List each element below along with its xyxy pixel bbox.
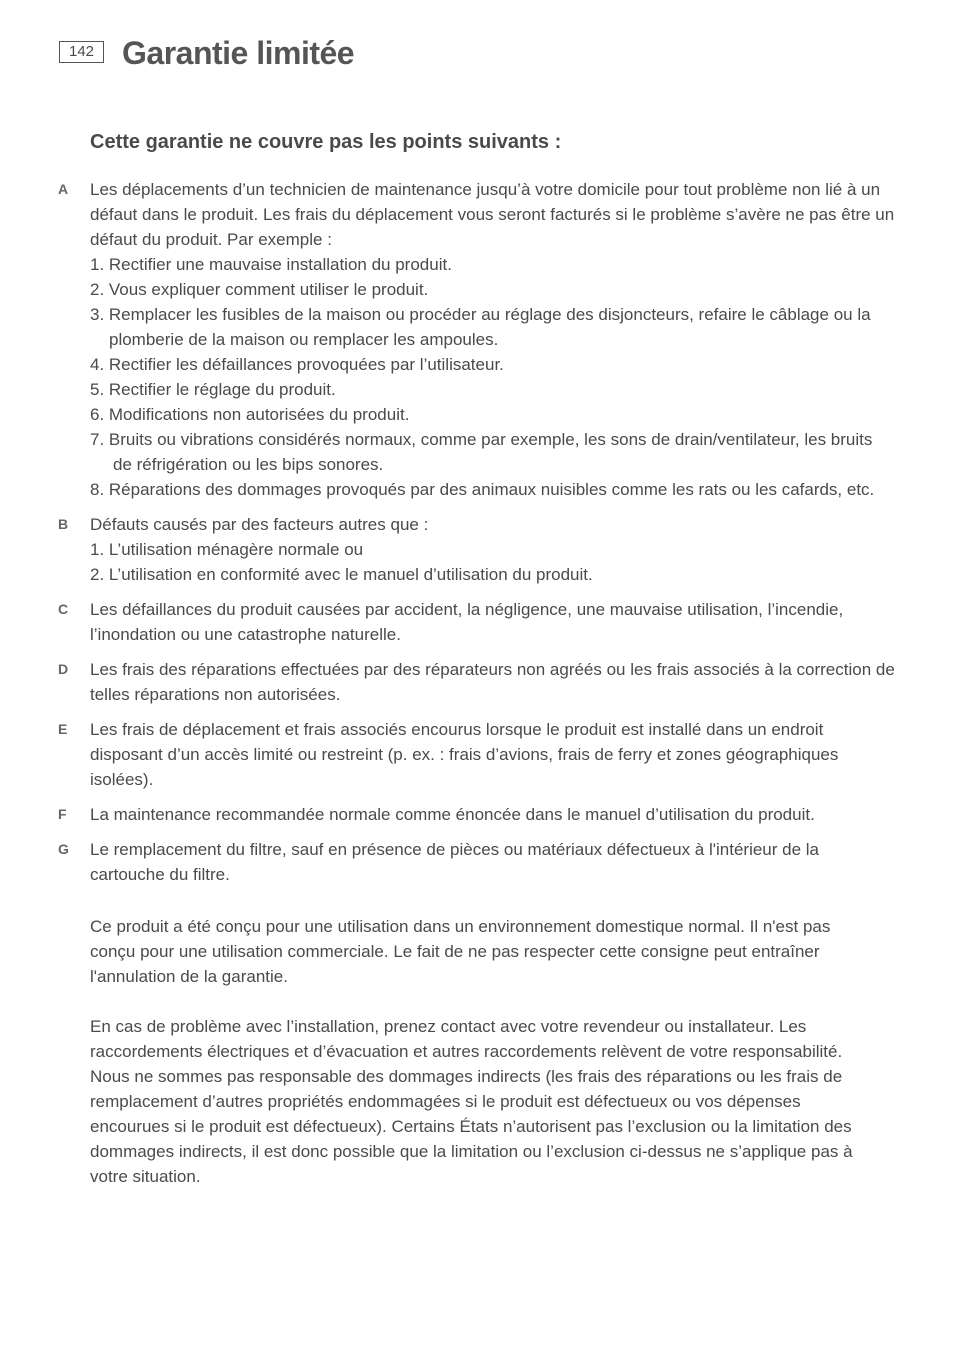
list-item: 5. Rectifier le réglage du produit. <box>90 380 336 399</box>
item-text: Les défaillances du produit causées par accident, la négligence, une mauvaise utilisation, l’incendie, l’inondation ou une catastrophe naturelle. <box>90 600 844 644</box>
exclusion-item-c <box>0 597 954 647</box>
list-item: 4. Rectifier les défaillances provoquées par l’utilisateur. <box>90 355 504 374</box>
item-text: La maintenance recommandée normale comme énoncée dans le manuel d’utilisation du produit. <box>90 805 815 824</box>
indirect-damages-paragraph: Nous ne sommes pas responsable des dommages indirects (les frais des réparations ou les frais de remplacement d’autres propriétés endommagées si le produit est défectueux ou vos dépenses encourues si le produit est défectueux). Certains États n’autorisent pas l’exclusion ou la limitation des dommages indirects, il est donc possible que la limitation ou l’exclusion ci-dessus ne s’applique pas à votre situation. <box>90 1067 853 1186</box>
item-letter: B <box>58 516 69 532</box>
item-letter: D <box>58 661 69 677</box>
domestic-use-paragraph: Ce produit a été conçu pour une utilisation dans un environnement domestique normal. Il n'est pas conçu pour une utilisation commerciale. Le fait de ne pas respecter cette consigne peut entraîner l'annulation de la garantie. <box>90 917 831 986</box>
item-letter: G <box>58 841 69 857</box>
item-text: Les frais des réparations effectuées par des réparateurs non agréés ou les frais associés à la correction de telles réparations non autorisées. <box>90 660 895 704</box>
list-item: 1. L’utilisation ménagère normale ou <box>90 540 364 559</box>
list-item: 3. Remplacer les fusibles de la maison ou procéder au réglage des disjoncteurs, refaire le câblage ou la plomberie de la maison ou remplacer les ampoules. <box>90 305 871 349</box>
exclusion-item-a <box>0 177 954 502</box>
installation-paragraph: En cas de problème avec l’installation, prenez contact avec votre revendeur ou installateur. Les raccordements électriques et d’évacuation et autres raccordements relèvent de votre responsabilité. <box>90 1017 843 1061</box>
exclusion-item-g <box>0 837 954 887</box>
exclusion-item-e <box>0 717 954 792</box>
exclusions-content <box>0 177 954 1189</box>
item-letter: E <box>58 721 68 737</box>
item-text: Le remplacement du filtre, sauf en présence de pièces ou matériaux défectueux à l'intérieur de la cartouche du filtre. <box>90 840 819 884</box>
item-letter: C <box>58 601 69 617</box>
exclusion-item-f <box>0 802 954 827</box>
list-item: 8. Réparations des dommages provoqués par des animaux nuisibles comme les rats ou les cafards, etc. <box>90 480 875 499</box>
item-text: Les frais de déplacement et frais associés encourus lorsque le produit est installé dans un endroit disposant d’un accès limité ou restreint (p. ex. : frais d’avions, frais de ferry et zones géographiques isolées). <box>90 720 839 789</box>
item-letter: F <box>58 806 67 822</box>
list-item: 2. Vous expliquer comment utiliser le produit. <box>90 280 429 299</box>
list-item: 6. Modifications non autorisées du produit. <box>90 405 410 424</box>
item-text: Les déplacements d’un technicien de maintenance jusqu’à votre domicile pour tout problème non lié à un défaut dans le produit. Les frais du déplacement vous seront facturés si le problème s’avère ne pas être un défaut du produit. Par exemple : <box>90 180 895 249</box>
exclusion-item-d <box>0 657 954 707</box>
list-item: 7. Bruits ou vibrations considérés normaux, comme par exemple, les sons de drain/ventilateur, les bruits de réfrigération ou les bips sonores. <box>90 430 873 474</box>
section-heading: Cette garantie ne couvre pas les points suivants : <box>90 131 562 153</box>
list-item: 2. L’utilisation en conformité avec le manuel d’utilisation du produit. <box>90 565 593 584</box>
item-letter: A <box>58 181 69 197</box>
page-number: 142 <box>59 41 104 63</box>
item-text: Défauts causés par des facteurs autres que : <box>90 515 429 534</box>
exclusion-item-b <box>0 512 954 587</box>
list-item: 1. Rectifier une mauvaise installation du produit. <box>90 255 452 274</box>
page-title: Garantie limitée <box>122 35 355 71</box>
